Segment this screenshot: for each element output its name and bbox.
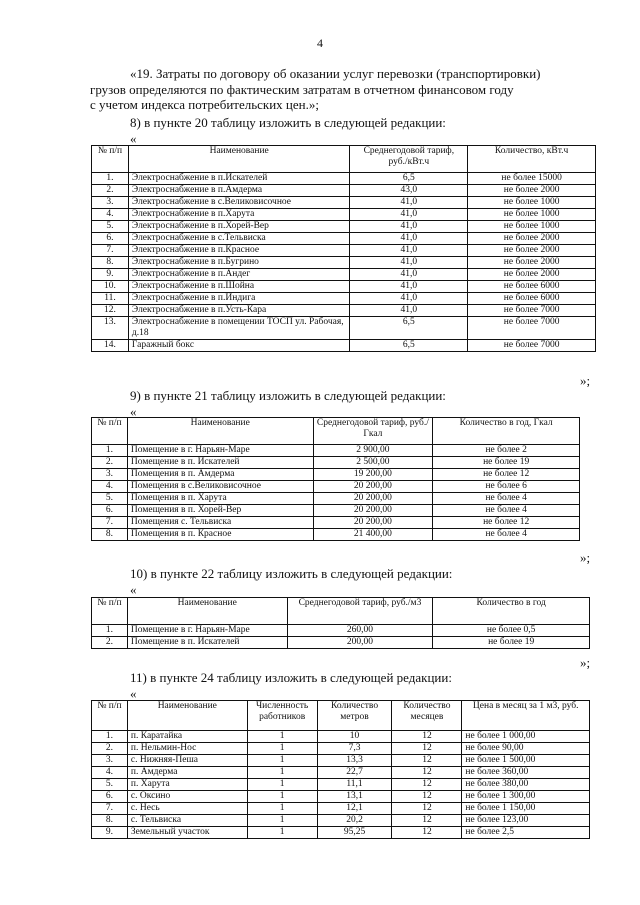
table-cell: 6,5 [350, 317, 468, 340]
intro-paragraph [90, 66, 592, 113]
table-cell: не более 1000 [468, 197, 596, 209]
table-cell: 41,0 [350, 281, 468, 293]
table-section-11 [91, 700, 590, 839]
table-cell: 12 [392, 827, 462, 839]
table-cell: Электроснабжение в п.Красное [128, 245, 350, 257]
table-cell: Помещение в п. Искателей [127, 457, 313, 469]
table-cell: не более 7000 [468, 305, 596, 317]
header-number: № п/п [92, 701, 128, 731]
table-row [92, 340, 596, 352]
table-cell: не более 360,00 [462, 767, 590, 779]
table-cell: Электроснабжение в п.Харута [128, 209, 350, 221]
intro-line-3: с учетом индекса потребительских цен.»; [90, 97, 319, 112]
table-row [92, 209, 596, 221]
table-cell: 10. [92, 281, 129, 293]
header-tariff: Среднегодовой тариф, руб./кВт.ч [350, 146, 468, 173]
table-cell: не более 1 300,00 [462, 791, 590, 803]
table-cell: 6. [92, 233, 129, 245]
table-cell: не более 380,00 [462, 779, 590, 791]
table-cell: 20,2 [317, 815, 392, 827]
table-cell: не более 90,00 [462, 743, 590, 755]
table-row [92, 317, 596, 340]
table-section-10 [91, 597, 590, 649]
header-quantity: Количество в год [433, 598, 590, 625]
table-row [92, 197, 596, 209]
table-row [92, 257, 596, 269]
table-cell: Помещение в г. Нарьян-Маре [127, 445, 313, 457]
table-cell: 4. [92, 209, 129, 221]
table-cell: Гаражный бокс [128, 340, 350, 352]
table-cell: 1 [247, 767, 317, 779]
table-cell: 95,25 [317, 827, 392, 839]
header-meters: Количество метров [317, 701, 392, 731]
table-cell: не более 1000 [468, 209, 596, 221]
table-cell: Электроснабжение в с.Тельвиска [128, 233, 350, 245]
table-cell: 12 [392, 815, 462, 827]
table-cell: 8. [92, 257, 129, 269]
table-cell: 20 200,00 [313, 493, 433, 505]
section-10-close-quote: »; [580, 655, 591, 670]
table-cell: Электроснабжение в п.Амдерма [128, 185, 350, 197]
table-cell: 12 [392, 743, 462, 755]
table-cell: 2. [92, 185, 129, 197]
section-10-heading: 10) в пункте 22 таблицу изложить в следующей редакции: [130, 566, 453, 581]
table-cell: не более 6 [433, 481, 580, 493]
table-cell: 7,3 [317, 743, 392, 755]
table-cell: не более 2000 [468, 185, 596, 197]
table-cell: Электроснабжение в п.Индига [128, 293, 350, 305]
table-cell: не более 6000 [468, 281, 596, 293]
table-row [92, 245, 596, 257]
table-cell: п. Харута [127, 779, 247, 791]
table-cell: не более 19 [433, 637, 590, 649]
table-cell: 41,0 [350, 269, 468, 281]
table-cell: 9. [92, 827, 128, 839]
header-quantity: Количество, кВт.ч [468, 146, 596, 173]
table-cell: 41,0 [350, 221, 468, 233]
table-cell: не более 4 [433, 529, 580, 541]
table-row [92, 185, 596, 197]
table-row [92, 803, 590, 815]
table-cell: не более 2000 [468, 233, 596, 245]
table-cell: Электроснабжение в с.Великовисочное [128, 197, 350, 209]
table-cell: 4. [92, 481, 128, 493]
intro-line-1: «19. Затраты по договору об оказании услуг перевозки (транспортировки) [130, 66, 541, 81]
table-cell: 7. [92, 803, 128, 815]
table-cell: Электроснабжение в п.Хорей-Вер [128, 221, 350, 233]
table-cell: не более 19 [433, 457, 580, 469]
table-cell: Электроснабжение в п.Бугрино [128, 257, 350, 269]
table-cell: 22,7 [317, 767, 392, 779]
table-row [92, 779, 590, 791]
table-row [92, 293, 596, 305]
section-8-close-quote: »; [580, 373, 591, 388]
table-cell: 7. [92, 245, 129, 257]
table-cell: 6,5 [350, 173, 468, 185]
table-cell: 19 200,00 [313, 469, 433, 481]
table-cell: 1. [92, 731, 128, 743]
table-cell: 12,1 [317, 803, 392, 815]
table-cell: Помещение в п. Искателей [127, 637, 287, 649]
header-quantity: Количество в год, Гкал [433, 418, 580, 445]
table-cell: 7. [92, 517, 128, 529]
table-cell: 6,5 [350, 340, 468, 352]
table-cell: Электроснабжение в п.Искателей [128, 173, 350, 185]
table-cell: п. Амдерма [127, 767, 247, 779]
table-cell: Помещения в п. Хорей-Вер [127, 505, 313, 517]
table-cell: не более 1 000,00 [462, 731, 590, 743]
table-row [92, 173, 596, 185]
table-cell: 2. [92, 637, 128, 649]
table-row [92, 529, 580, 541]
table-cell: Электроснабжение в п.Андег [128, 269, 350, 281]
table-row [92, 755, 590, 767]
table-row [92, 743, 590, 755]
table-row [92, 791, 590, 803]
table-cell: 2 900,00 [313, 445, 433, 457]
table-cell: Помещения в с.Великовисочное [127, 481, 313, 493]
table-cell: не более 6000 [468, 293, 596, 305]
header-name: Наименование [127, 701, 247, 731]
table-cell: 20 200,00 [313, 517, 433, 529]
header-number: № п/п [92, 146, 129, 173]
table-cell: не более 12 [433, 517, 580, 529]
table-cell: 8. [92, 815, 128, 827]
table-cell: 41,0 [350, 233, 468, 245]
table-cell: 41,0 [350, 305, 468, 317]
table-row [92, 493, 580, 505]
table-cell: 1. [92, 445, 128, 457]
section-9-heading: 9) в пункте 21 таблицу изложить в следующей редакции: [130, 388, 446, 403]
table-cell: с. Несь [127, 803, 247, 815]
table-cell: не более 123,00 [462, 815, 590, 827]
table-cell: 13,3 [317, 755, 392, 767]
table-cell: 20 200,00 [313, 481, 433, 493]
header-number: № п/п [92, 418, 128, 445]
table-cell: с. Нижняя-Пеша [127, 755, 247, 767]
table-cell: не более 2000 [468, 269, 596, 281]
table-row [92, 517, 580, 529]
table-cell: не более 2000 [468, 245, 596, 257]
table-cell: не более 4 [433, 505, 580, 517]
header-number: № п/п [92, 598, 128, 625]
table-cell: 1 [247, 803, 317, 815]
table-row [92, 827, 590, 839]
table-cell: 3. [92, 755, 128, 767]
table-row [92, 445, 580, 457]
table-cell: 12. [92, 305, 129, 317]
table-cell: 13,1 [317, 791, 392, 803]
table-row [92, 625, 590, 637]
table-cell: 1 [247, 755, 317, 767]
table-cell: 41,0 [350, 245, 468, 257]
table-cell: Электроснабжение в помещении ТОСП ул. Рабочая, д.18 [128, 317, 350, 340]
section-8-heading: 8) в пункте 20 таблицу изложить в следующей редакции: [130, 115, 446, 130]
header-name: Наименование [127, 418, 313, 445]
table-cell: 1 [247, 815, 317, 827]
table-cell: Электроснабжение в п.Шойна [128, 281, 350, 293]
table-row [92, 481, 580, 493]
table-row [92, 269, 596, 281]
table-cell: 41,0 [350, 197, 468, 209]
table-row [92, 767, 590, 779]
table-row [92, 233, 596, 245]
table-row [92, 281, 596, 293]
header-tariff: Среднегодовой тариф, руб./м3 [287, 598, 433, 625]
table-cell: 43,0 [350, 185, 468, 197]
table-cell: 6. [92, 505, 128, 517]
section-9-open-quote: « [130, 404, 137, 419]
table-section-8 [91, 145, 596, 352]
page-number: 4 [317, 36, 323, 50]
table-cell: 5. [92, 493, 128, 505]
table-cell: Помещение в г. Нарьян-Маре [127, 625, 287, 637]
table-cell: 11. [92, 293, 129, 305]
intro-line-2: грузов определяются по фактическим затратам в отчетном финансовом году [90, 81, 514, 97]
table-cell: 1 [247, 743, 317, 755]
section-11-heading: 11) в пункте 24 таблицу изложить в следующей редакции: [130, 670, 452, 685]
table-cell: п. Нельмин-Нос [127, 743, 247, 755]
table-cell: 12 [392, 755, 462, 767]
table-cell: 1 [247, 827, 317, 839]
table-cell: 1 [247, 731, 317, 743]
table-cell: с. Оксино [127, 791, 247, 803]
table-cell: 12 [392, 803, 462, 815]
table-cell: 14. [92, 340, 129, 352]
table-cell: Помещения в п. Красное [127, 529, 313, 541]
table-cell: 4. [92, 767, 128, 779]
table-cell: 21 400,00 [313, 529, 433, 541]
table-cell: 12 [392, 791, 462, 803]
table-row [92, 637, 590, 649]
table-row [92, 731, 590, 743]
table-cell: 13. [92, 317, 129, 340]
table-cell: п. Каратайка [127, 731, 247, 743]
table-cell: 41,0 [350, 209, 468, 221]
table-cell: не более 0,5 [433, 625, 590, 637]
table-cell: 3. [92, 469, 128, 481]
table-cell: 11,1 [317, 779, 392, 791]
table-cell: не более 4 [433, 493, 580, 505]
table-cell: 10 [317, 731, 392, 743]
table-cell: 8. [92, 529, 128, 541]
table-row [92, 305, 596, 317]
table-cell: не более 1 150,00 [462, 803, 590, 815]
table-cell: не более 2,5 [462, 827, 590, 839]
table-cell: Земельный участок [127, 827, 247, 839]
section-11-open-quote: « [130, 686, 137, 701]
table-cell: не более 7000 [468, 340, 596, 352]
table-cell: 1 [247, 791, 317, 803]
table-cell: 1 [247, 779, 317, 791]
table-cell: 2. [92, 457, 128, 469]
table-cell: не более 1 500,00 [462, 755, 590, 767]
header-price: Цена в месяц за 1 м3, руб. [462, 701, 590, 731]
table-cell: 5. [92, 221, 129, 233]
table-row [92, 469, 580, 481]
table-cell: 1. [92, 625, 128, 637]
table-cell: 12 [392, 779, 462, 791]
table-cell: не более 7000 [468, 317, 596, 340]
table-cell: Помещения в п. Амдерма [127, 469, 313, 481]
table-row [92, 457, 580, 469]
table-section-9 [91, 417, 580, 541]
table-cell: Помещения в п. Харута [127, 493, 313, 505]
table-row [92, 221, 596, 233]
table-cell: не более 2 [433, 445, 580, 457]
header-workers: Численность работников [247, 701, 317, 731]
table-cell: 2 500,00 [313, 457, 433, 469]
table-cell: не более 12 [433, 469, 580, 481]
table-cell: 1. [92, 173, 129, 185]
header-months: Количество месяцев [392, 701, 462, 731]
table-cell: 5. [92, 779, 128, 791]
table-row [92, 815, 590, 827]
table-cell: 9. [92, 269, 129, 281]
header-tariff: Среднегодовой тариф, руб./Гкал [313, 418, 433, 445]
table-cell: не более 1000 [468, 221, 596, 233]
table-cell: 3. [92, 197, 129, 209]
table-cell: не более 15000 [468, 173, 596, 185]
table-cell: Электроснабжение в п.Усть-Кара [128, 305, 350, 317]
table-cell: 6. [92, 791, 128, 803]
table-cell: не более 2000 [468, 257, 596, 269]
table-cell: 2. [92, 743, 128, 755]
table-cell: Помещения с. Тельвиска [127, 517, 313, 529]
table-cell: 12 [392, 731, 462, 743]
table-cell: 260,00 [287, 625, 433, 637]
table-cell: 12 [392, 767, 462, 779]
table-cell: 41,0 [350, 293, 468, 305]
section-10-open-quote: « [130, 582, 137, 597]
table-cell: 200,00 [287, 637, 433, 649]
table-cell: 20 200,00 [313, 505, 433, 517]
header-name: Наименование [127, 598, 287, 625]
section-8-open-quote: « [130, 131, 137, 146]
header-name: Наименование [128, 146, 350, 173]
table-row [92, 505, 580, 517]
section-9-close-quote: »; [580, 550, 591, 565]
table-cell: с. Тельвиска [127, 815, 247, 827]
table-cell: 41,0 [350, 257, 468, 269]
